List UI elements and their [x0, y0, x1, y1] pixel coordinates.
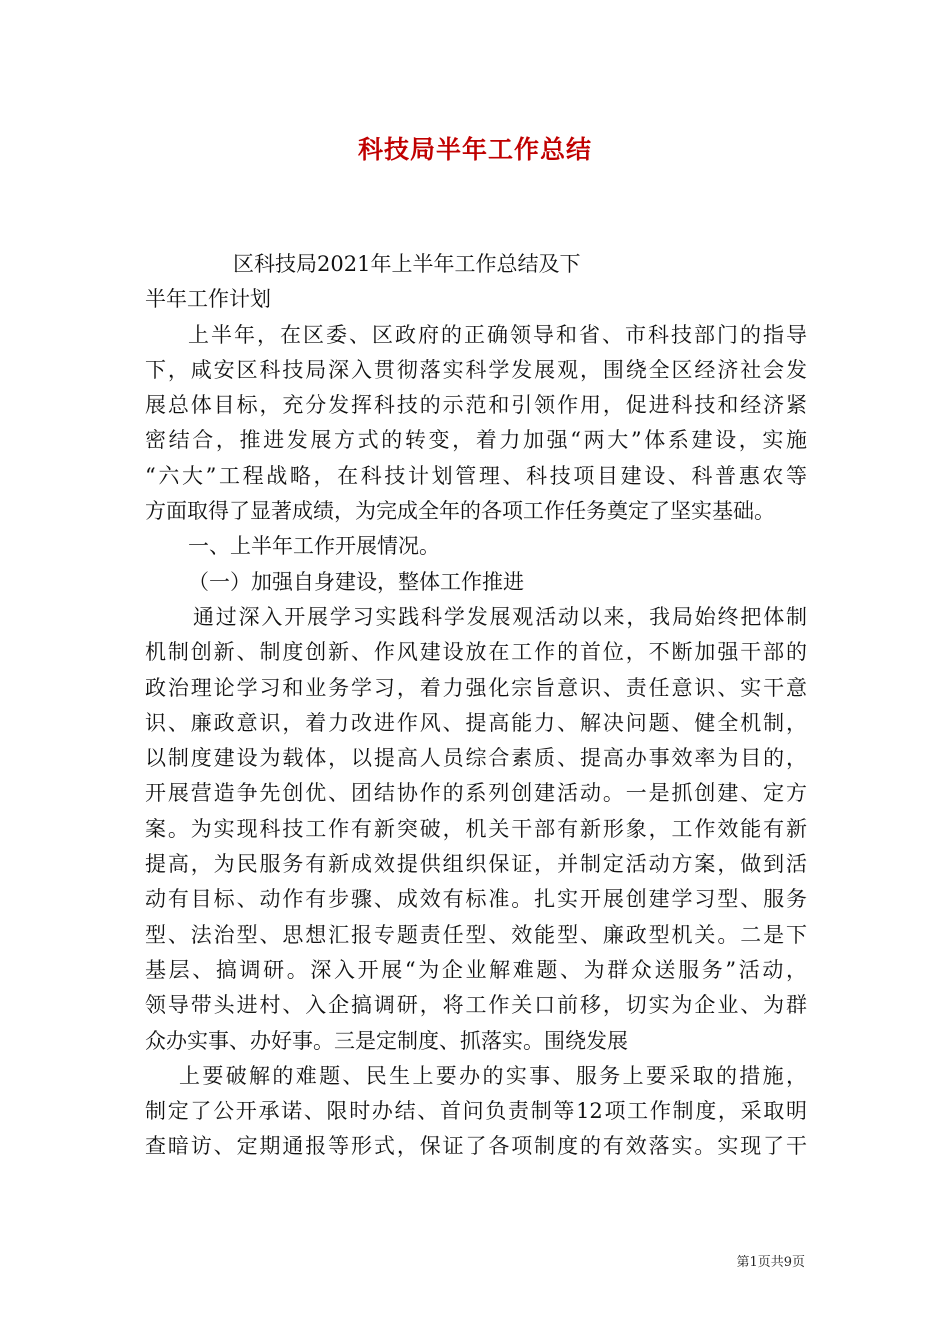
document-title: 科技局半年工作总结	[357, 135, 592, 164]
subsection-heading: （一）加强自身建设，整体工作推进	[188, 569, 524, 594]
paragraph-line: 方面取得了显著成绩，为完成全年的各项工作任务奠定了坚实基础。	[145, 499, 775, 524]
page-number: 第1页共9页	[736, 1255, 805, 1270]
paragraph-line: 政治理论学习和业务学习，着力强化宗旨意识、责任意识、实干意	[145, 675, 807, 700]
subtitle-line-2: 半年工作计划	[145, 287, 271, 312]
subtitle-line-1: 区科技局2021年上半年工作总结及下	[233, 252, 581, 276]
paragraph-line: 上要破解的难题、民生上要办的实事、服务上要采取的措施，	[179, 1063, 807, 1088]
paragraph-line: 查暗访、定期通报等形式，保证了各项制度的有效落实。实现了干	[145, 1134, 807, 1159]
paragraph-line: 开展营造争先创优、团结协作的系列创建活动。一是抓创建、定方	[145, 781, 807, 806]
paragraph-line: 众办实事、办好事。三是定制度、抓落实。围绕发展	[145, 1028, 628, 1053]
paragraph-line: 动有目标、动作有步骤、成效有标准。扎实开展创建学习型、服务	[145, 887, 807, 912]
section-heading: 一、上半年工作开展情况。	[188, 534, 440, 559]
paragraph-line: 制定了公开承诺、限时办结、首问负责制等12项工作制度，采取明	[145, 1099, 807, 1124]
paragraph-line: 通过深入开展学习实践科学发展观活动以来，我局始终把体制	[193, 604, 807, 629]
paragraph-line: “六大”工程战略，在科技计划管理、科技项目建设、科普惠农等	[145, 463, 807, 488]
paragraph-line: 展总体目标，充分发挥科技的示范和引领作用，促进科技和经济紧	[145, 393, 807, 418]
paragraph-line: 领导带头进村、入企搞调研，将工作关口前移，切实为企业、为群	[145, 993, 807, 1018]
paragraph-line: 下，咸安区科技局深入贯彻落实科学发展观，围绕全区经济社会发	[145, 357, 807, 382]
paragraph-line: 基层、搞调研。深入开展“为企业解难题、为群众送服务”活动，	[145, 957, 807, 982]
paragraph-line: 提高，为民服务有新成效提供组织保证，并制定活动方案，做到活	[145, 852, 807, 877]
document-body	[145, 247, 807, 1165]
paragraph-line: 型、法治型、思想汇报专题责任型、效能型、廉政型机关。二是下	[145, 922, 807, 947]
paragraph-line: 机制创新、制度创新、作风建设放在工作的首位，不断加强干部的	[145, 640, 807, 665]
paragraph-line: 识、廉政意识，着力改进作风、提高能力、解决问题、健全机制，	[145, 710, 807, 735]
paragraph-line: 案。为实现科技工作有新突破，机关干部有新形象，工作效能有新	[145, 816, 807, 841]
paragraph-line: 密结合，推进发展方式的转变，着力加强“两大”体系建设，实施	[145, 428, 807, 453]
paragraph-line: 以制度建设为载体，以提高人员综合素质、提高办事效率为目的，	[145, 746, 807, 771]
paragraph-line: 上半年，在区委、区政府的正确领导和省、市科技部门的指导	[188, 322, 807, 347]
